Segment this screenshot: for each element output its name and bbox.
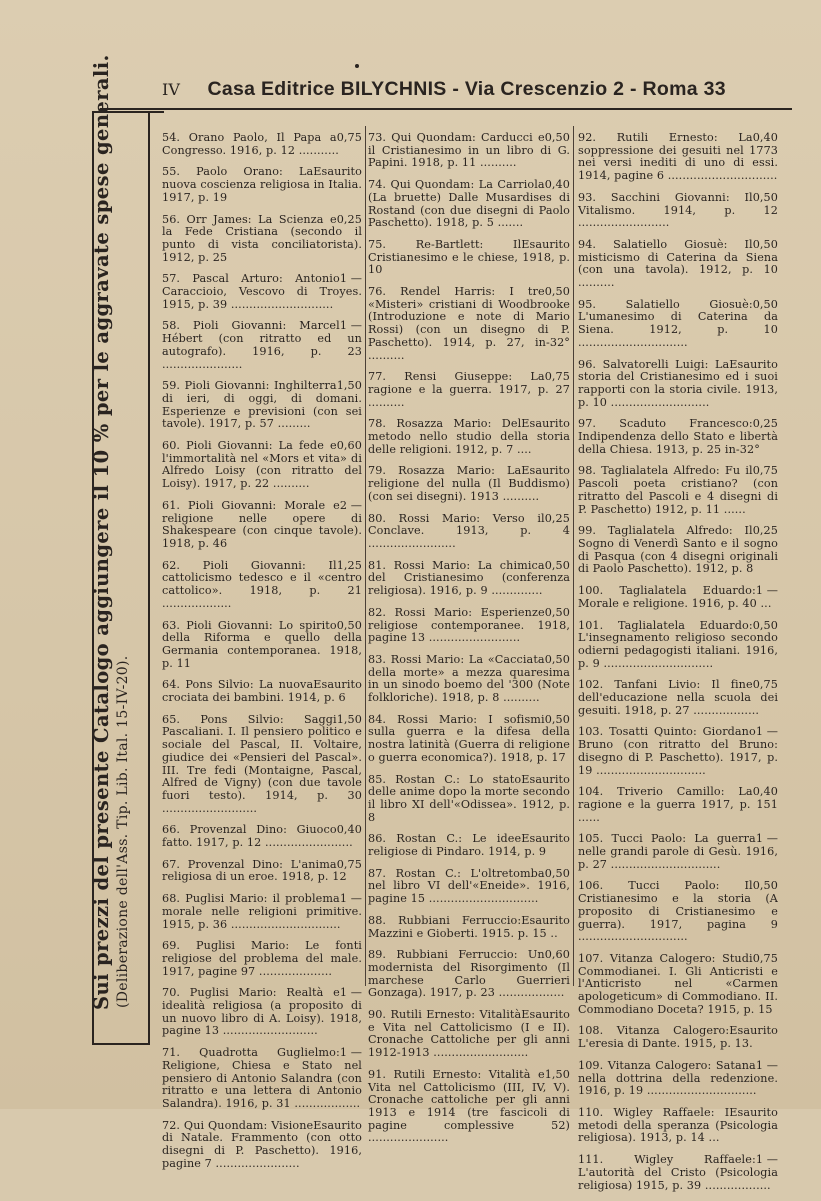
page-number: IV [162, 80, 180, 99]
entry-text: 67. Provenzal Dino: L'anima religiosa di un eroe. 1918, p. 12 [162, 857, 347, 884]
entry-text: 86. Rostan C.: Le idee religiose di Pindaro. 1914, p. 9 [368, 832, 547, 859]
entry-text: 96. Salvatorelli Luigi: La storia del Cristianesimo ed i suoi rapporti con la storia civile. 1913, p. 10 ........................... [578, 357, 778, 409]
entry-price: 1,50 [544, 1067, 570, 1081]
entry-price: 0,75 [336, 857, 362, 871]
side-bar-bottom-rule [92, 1043, 150, 1045]
entry-price: Esaurito [313, 165, 362, 179]
entry-text: 85. Rostan C.: Lo stato delle anime dopo la morte secondo il libro XI dell'«Odissea». 1912, p. 8 [368, 772, 570, 824]
entry-text: 62. Pioli Giovanni: Il cattolicismo tedesco e il «centro cattolico». 1918, p. 21 ................... [162, 558, 362, 610]
header-rule [100, 108, 792, 110]
catalog-entry [368, 654, 570, 705]
entry-text: 66. Provenzal Dino: Giuoco fatto. 1917, p. 12 ........................ [162, 823, 353, 850]
catalog-entry [368, 868, 570, 906]
entry-price: 0,50 [544, 558, 570, 572]
entry-price: 0,75 [752, 951, 778, 965]
catalog-entry [578, 679, 778, 717]
catalog-entry [578, 299, 778, 350]
entry-text: 88. Rubbiani Ferruccio: Mazzini e Gioberti. 1915. p. 15 .. [368, 913, 558, 940]
entry-price: Esaurito [729, 1106, 778, 1119]
catalog-entry [162, 500, 362, 551]
catalog-column-1 [162, 132, 362, 1180]
entry-text: 109. Vitanza Calogero: Satana nella dottrina della redenzione. 1916, p. 19 .............................. [578, 1058, 778, 1098]
entry-text: 89. Rubbiani Ferruccio: Un modernista del Risorgimento (Il marchese Carlo Guerrieri Gonzaga). 1917, p. 23 .................. [368, 948, 570, 1000]
entry-text: 84. Rossi Mario: I sofismi sulla guerra e la difesa della nostra latinità (Guerra di religione o guerra economica?). 1918, p. 17 [368, 712, 570, 764]
entry-price: 1,50 [336, 712, 362, 726]
entry-text: 72. Qui Quondam: Visione di Natale. Frammento (con otto disegni di P. Paschetto). 1916, pagine 7 ....................... [162, 1118, 362, 1170]
entry-price: 0,50 [544, 131, 570, 144]
catalog-entry [368, 513, 570, 551]
entry-text: 75. Re-Bartlett: Il Cristianesimo e le chiese, 1918, p. 10 [368, 237, 570, 277]
side-note [90, 54, 131, 1010]
catalog-entry [368, 1009, 570, 1060]
catalog-entry [578, 1154, 778, 1192]
catalog-entry [368, 418, 570, 456]
entry-price: 0,75 [752, 464, 778, 478]
entry-price: 0,25 [544, 511, 570, 525]
catalog-entry [578, 1060, 778, 1098]
catalog-entry [368, 179, 570, 230]
entry-text: 65. Pons Silvio: Saggi Pascaliani. I. Il pensiero politico e sociale del Pascal, II. Voltaire, giudice dei «Pensieri del Pascal». III. Tre fedi (Montaigne, Pascal, Alfred de Vigny) (con due tavole fuori testo). 1914, p. 30 .......................... [162, 712, 362, 815]
catalog-entry [162, 620, 362, 671]
entry-price: Esaurito [729, 1024, 778, 1038]
entry-price: 0,50 [752, 237, 778, 251]
catalog-entry [368, 607, 570, 645]
entry-text: 68. Puglisi Mario: il problema morale nelle religioni primitive. 1915, p. 36 .............................. [162, 892, 362, 931]
entry-text: 91. Rutili Ernesto: Vitalità e Vita nel Cattolicismo (III, IV, V). Cronache cattoliche per gli anni 1913 e 1914 (tre fascicoli di pagine complessive 52) ...................... [368, 1067, 570, 1145]
entry-price: Esaurito [521, 832, 570, 846]
catalog-entry [162, 214, 362, 265]
entry-text: 104. Triverio Camillo: La ragione e la guerra 1917, p. 151 ...... [578, 785, 778, 824]
entry-text: 61. Pioli Giovanni: Morale e religione nelle opere di Shakespeare (con cinque tavole). 1918, p. 46 [162, 498, 362, 550]
entry-price: 1 — [339, 319, 362, 333]
entry-price: 0,50 [544, 285, 570, 299]
catalog-entry [368, 132, 570, 170]
catalog-entry [578, 880, 778, 944]
entry-price: 1 — [339, 986, 362, 1000]
catalog-entry [578, 833, 778, 871]
entry-text: 87. Rostan C.: L'oltretomba nel libro VI dell'«Eneide». 1916, pagine 15 .............................. [368, 866, 570, 906]
catalog-entry [578, 239, 778, 290]
price-surcharge-note: Sui prezzi del presente Catalogo aggiungere il 10 % per le aggravate spese generali. [90, 54, 113, 1010]
entry-text: 60. Pioli Giovanni: La fede e l'immortalità nel «Mors et vita» di Alfredo Loisy (con ritratto del Loisy). 1917, p. 22 .......... [162, 439, 362, 491]
catalog-entry [578, 132, 778, 183]
entry-text: 101. Taglialatela Eduardo: L'insegnamento religioso secondo odierni pedagogisti italiani. 1916, p. 9 .............................. [578, 618, 778, 670]
entry-text: 108. Vitanza Calogero: L'eresia di Dante. 1915, p. 13. [578, 1024, 753, 1051]
catalog-entry [162, 714, 362, 816]
entry-price: 0,50 [544, 712, 570, 726]
catalog-entry [578, 1107, 778, 1145]
entry-text: 71. Quadrotta Guglielmo: Religione, Chiesa e Stato nel pensiero di Antonio Salandra (con ritratto e una lettera di Antonio Salandra). 1916, p. 31 .................. [162, 1046, 362, 1110]
entry-text: 55. Paolo Orano: La nuova coscienza religiosa in Italia. 1917, p. 19 [162, 165, 362, 204]
catalog-entry [368, 774, 570, 825]
entry-text: 102. Tanfani Livio: Il fine dell'educazione nella scuola dei gesuiti. 1918, p. 27 .................. [578, 678, 778, 717]
entry-text: 98. Taglialatela Alfredo: Fu il Pascoli poeta cristiano? (con ritratto del Pascoli e 4 disegni di P. Paschetto) 1912, p. 11 ...... [578, 464, 778, 516]
catalog-entry [578, 418, 778, 456]
entry-price: 0,40 [336, 823, 362, 837]
entry-text: 99. Taglialatela Alfredo: Il Sogno di Venerdì Santo e il sogno di Pasqua (con 4 disegni originali di Paolo Paschetto). 1912, p. 8 [578, 524, 778, 576]
catalog-entry [578, 786, 778, 824]
entry-price: 0,60 [544, 948, 570, 962]
entry-price: Esaurito [521, 464, 570, 478]
entry-text: 81. Rossi Mario: La chimica del Cristianesimo (conferenza religiosa). 1916, p. 9 .............. [368, 558, 570, 598]
catalog-entry [162, 440, 362, 491]
entry-text: 95. Salatiello Giosuè: L'umanesimo di Caterina da Siena. 1912, p. 10 .............................. [578, 297, 778, 349]
catalog-entry [162, 679, 362, 704]
entry-text: 100. Taglialatela Eduardo: Morale e religione. 1916, p. 40 ... [578, 584, 772, 610]
catalog-entry [162, 859, 362, 884]
entry-text: 64. Pons Silvio: La nuova crociata dei bambini. 1914, p. 6 [162, 678, 346, 705]
catalog-entry [162, 273, 362, 311]
entry-price: 0,50 [544, 605, 570, 619]
entry-text: 97. Scaduto Francesco: Indipendenza dello Stato e libertà della Chiesa. 1913, p. 25 in-32° [578, 417, 778, 456]
catalog-entry [578, 585, 778, 610]
entry-text: 92. Rutili Ernesto: La soppressione dei gesuiti nel 1773 nei versi inediti di uno di essi. 1914, pagine 6 .............................. [578, 131, 778, 183]
entry-price: 1 — [755, 1058, 778, 1072]
entry-price: 0,50 [752, 190, 778, 204]
entry-price: 0,25 [752, 524, 778, 538]
entry-price: 0,25 [336, 212, 362, 226]
entry-text: 63. Pioli Giovanni: Lo spirito della Riforma e quello della Germania contemporanea. 1918, p. 11 [162, 618, 362, 670]
entry-text: 73. Qui Quondam: Carducci e il Cristianesimo in un libro di G. Papini. 1918, p. 11 .......... [368, 131, 570, 170]
entry-text: 111. Wigley Raffaele: L'autorità del Cristo (Psicologia religiosa) 1915, p. 39 .................. [578, 1153, 778, 1192]
entry-price: 0,60 [336, 439, 362, 453]
catalog-entry [162, 987, 362, 1038]
catalog-entry [578, 953, 778, 1017]
entry-price: 0,75 [752, 678, 778, 692]
entry-price: 0,40 [752, 785, 778, 799]
entry-price: 1 — [755, 832, 778, 846]
entry-text: 69. Puglisi Mario: Le fonti religiose del problema del male. 1917, pagine 97 .................... [162, 939, 362, 978]
entry-price: Esaurito [313, 678, 362, 692]
catalog-entry [368, 833, 570, 858]
catalog-entry [578, 192, 778, 230]
catalog-entry [578, 465, 778, 516]
column-separator [573, 126, 574, 986]
entry-text: 94. Salatiello Giosuè: Il misticismo di Caterina da Siena (con una tavola). 1912, p. 10 .......... [578, 237, 778, 290]
catalog-entry [162, 166, 362, 204]
catalog-entry [578, 525, 778, 576]
catalog-entry [162, 940, 362, 978]
entry-price: 0,50 [752, 297, 778, 311]
catalog-entry [368, 949, 570, 1000]
catalog-entry [162, 1120, 362, 1171]
entry-price: 0,50 [752, 618, 778, 632]
entry-text: 79. Rosazza Mario: La religione del nulla (Il Buddismo) (con sei disegni). 1913 .......... [368, 464, 570, 503]
entry-price: 0,50 [336, 618, 362, 632]
catalog-entry [578, 359, 778, 410]
entry-price: 1 — [339, 1046, 362, 1060]
catalog-entry [162, 893, 362, 931]
catalog-entry [368, 371, 570, 409]
page-header [162, 78, 732, 108]
entry-text: 107. Vitanza Calogero: Studi Commodianei. I. Gli Anticristi e l'Anticristo nel «Carmen apologeticum» di Commodiano. II. Commodiano Doceta? 1915, p. 15 [578, 951, 778, 1016]
catalog-entry [368, 915, 570, 940]
entry-price: 0,75 [544, 370, 570, 384]
entry-text: 103. Tosatti Quinto: Giordano Bruno (con ritratto del Bruno: disegno di P. Paschetto). 1917, p. 19 .............................. [578, 725, 778, 777]
entry-price: 0,40 [544, 178, 570, 192]
entry-price: 0,50 [752, 879, 778, 893]
entry-text: 74. Qui Quondam: La Carriola (La bruette) Dalle Musardises di Rostand (con due disegni di Paolo Paschetto). 1918, p. 5 ....... [368, 178, 570, 230]
entry-price: Esaurito [313, 1118, 362, 1132]
catalog-entry [162, 320, 362, 371]
entry-price: 2 — [339, 498, 362, 512]
catalog-entry [578, 1025, 778, 1050]
catalog-entry [578, 620, 778, 671]
deliberation-note: (Deliberazione dell'Ass. Tip. Lib. Ital. 15-IV-20). [115, 655, 131, 1008]
entry-text: 78. Rosazza Mario: Del metodo nello studio della storia delle religioni. 1912, p. 7 .... [368, 417, 570, 456]
entry-price: Esaurito [521, 237, 570, 251]
entry-price: Esaurito [521, 772, 570, 786]
catalog-entry [578, 726, 778, 777]
entry-text: 80. Rossi Mario: Verso il Conclave. 1913, p. 4 ........................ [368, 511, 570, 550]
entry-price: 0,50 [544, 866, 570, 880]
entry-price: 1 — [755, 1153, 778, 1167]
catalog-entry [162, 132, 362, 157]
top-dot [355, 64, 359, 68]
entry-price: Esaurito [521, 1008, 570, 1022]
side-bar-right-rule [148, 111, 150, 1045]
entry-price: 0,50 [544, 652, 570, 666]
entry-text: 106. Tucci Paolo: Il Cristianesimo e la storia (A proposito di Cristianesimo e guerra). 1917, pagina 9 .............................. [578, 879, 778, 944]
entry-text: 70. Puglisi Mario: Realtà e idealità religiosa (a proposito di un nuovo libro di A. Loisy). 1918, pagine 13 .......................... [162, 986, 362, 1038]
entry-text: 59. Pioli Giovanni: Inghilterra di ieri, di oggi, di domani. Esperienze e previsioni (con sei tavole). 1917, p. 57 ......... [162, 379, 362, 431]
entry-text: 76. Rendel Harris: I tre «Misteri» cristiani di Woodbrooke (Introduzione e note di Mario Rossi) (con un disegno di P. Paschetto). 1914, p. 27, in-32° .......... [368, 285, 570, 362]
entry-price: 0,75 [336, 131, 362, 144]
catalog-entry [368, 714, 570, 765]
entry-text: 90. Rutili Ernesto: Vitalità e Vita nel Cattolicismo (I e II). Cronache Cattoliche per gli anni 1912-1913 .......................... [368, 1008, 570, 1060]
publisher-heading: Casa Editrice BILYCHNIS - Via Crescenzio 2 - Roma 33 [207, 78, 726, 100]
entry-price: 1,50 [336, 379, 362, 393]
catalog-column-2 [368, 132, 570, 1154]
entry-price: 1 — [339, 892, 362, 906]
catalog-entry [368, 560, 570, 598]
entry-price: 1 — [339, 272, 362, 286]
entry-text: 93. Sacchini Giovanni: Il Vitalismo. 1914, p. 12 ......................... [578, 190, 778, 230]
catalog-entry [162, 824, 362, 849]
catalog-column-3 [578, 132, 778, 1201]
entry-price: 0,40 [752, 131, 778, 144]
catalog-entry [368, 1069, 570, 1145]
catalog-entry [162, 1047, 362, 1111]
entry-text: 82. Rossi Mario: Esperienze religiose contemporanee. 1918, pagine 13 ......................... [368, 605, 570, 645]
entry-price: Esaurito [521, 417, 570, 431]
catalog-entry [162, 380, 362, 431]
entry-price: Esaurito [521, 913, 570, 927]
entry-price: 0,25 [752, 417, 778, 431]
catalog-entry [368, 286, 570, 362]
catalog-entry [162, 560, 362, 611]
catalog-entry [368, 239, 570, 277]
entry-text: 77. Rensi Giuseppe: La ragione e la guerra. 1917, p. 27 .......... [368, 370, 570, 409]
entry-text: 54. Orano Paolo, Il Papa a Congresso. 1916, p. 12 ........... [162, 131, 339, 157]
entry-text: 105. Tucci Paolo: La guerra nelle grandi parole di Gesù. 1916, p. 27 .............................. [578, 832, 778, 871]
catalog-entry [368, 465, 570, 503]
entry-text: 110. Wigley Raffaele: I metodi della speranza (Psicologia religiosa). 1913, p. 14 ... [578, 1106, 778, 1145]
entry-text: 83. Rossi Mario: La «Cacciata della morte» a mezza quaresima in un sinodo boemo del '300 (Note folkloriche). 1918, p. 8 .......... [368, 652, 570, 705]
entry-price: 1,25 [336, 558, 362, 572]
entry-text: 58. Pioli Giovanni: Marcel Hébert (con ritratto ed un autografo). 1916, p. 23 ...................... [162, 319, 362, 371]
entry-text: 57. Pascal Arturo: Antonio Caraccioio, Vescovo di Troyes. 1915, p. 39 ............................ [162, 272, 362, 311]
column-separator [365, 126, 366, 986]
entry-text: 56. Orr James: La Scienza e la Fede Cristiana (secondo il punto di vista conciliatorista). 1912, p. 25 [162, 212, 362, 264]
entry-price: Esaurito [729, 357, 778, 371]
entry-price: 1 — [755, 584, 778, 598]
entry-price: 1 — [755, 725, 778, 739]
